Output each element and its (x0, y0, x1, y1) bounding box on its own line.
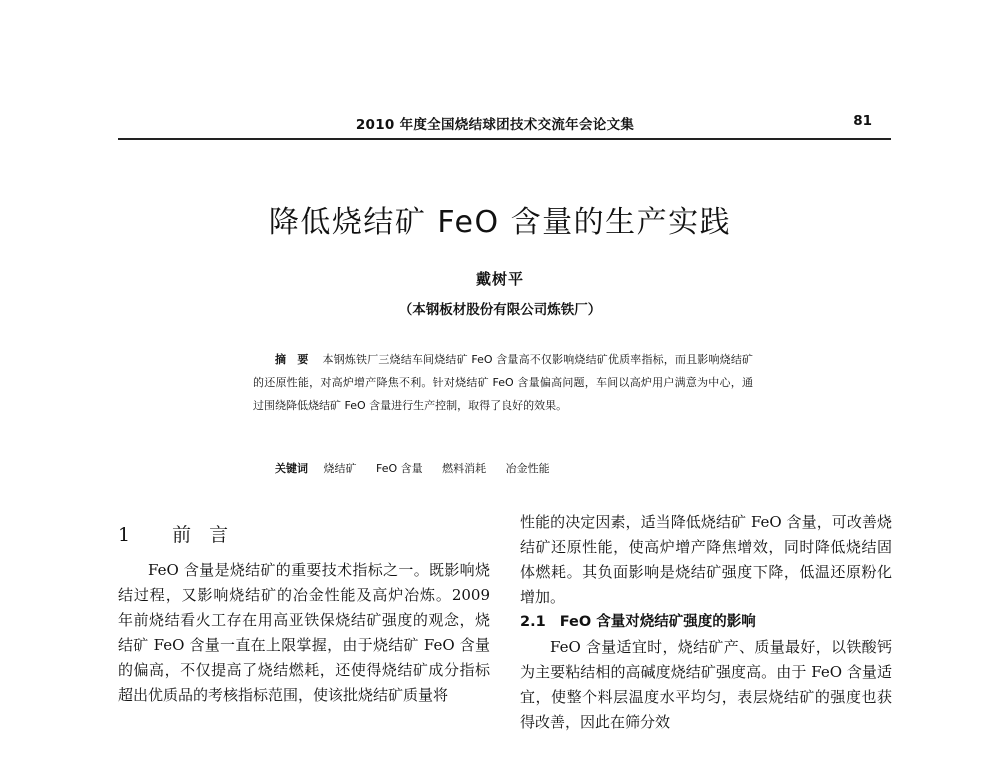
journal-title: 2010 年度全国烧结球团技术交流年会论文集 (355, 117, 635, 133)
subsection-paragraph: FeO 含量适宜时，烧结矿产、质量最好，以铁酸钙为主要粘结相的高碱度烧结矿强度高。由于 FeO 含量适宜，使整个料层温度水平均匀，表层烧结矿的强度也获得改善，因此在筛分效 (520, 638, 892, 731)
intro-paragraph: FeO 含量是烧结矿的重要技术指标之一。既影响烧结过程，又影响烧结矿的冶金性能及高炉冶炼。2009 年前烧结看火工存在用高亚铁保烧结矿强度的观念，烧结矿 FeO 含量一直在上限掌握，由于烧结矿 FeO 含量的偏高，不仅提高了烧结燃耗，还使得烧结矿成分指标超出优质品的考核指标范围，使该批烧结矿质量将 (118, 561, 490, 704)
abstract (253, 348, 753, 417)
right-column (520, 510, 892, 735)
abstract-label: 摘 要 (275, 353, 309, 366)
keyword: FeO 含量 (376, 462, 423, 475)
continued-paragraph: 性能的决定因素，适当降低烧结矿 FeO 含量，可改善烧结矿还原性能，使高炉增产降焦增效，同时降低烧结固体燃耗。其负面影响是烧结矿强度下降，低温还原粉化增加。 (520, 513, 892, 606)
subsection-heading (520, 610, 892, 635)
page-number: 81 (853, 113, 872, 129)
keywords-label: 关键词 (275, 462, 308, 475)
subsection-title: FeO 含量对烧结矿强度的影响 (559, 614, 756, 630)
running-header (118, 113, 872, 135)
author-name: 戴树平 (475, 270, 524, 288)
section-title: 前言 (172, 524, 247, 546)
abstract-text: 本钢炼铁厂三烧结车间烧结矿 FeO 含量高不仅影响烧结矿优质率指标，而且影响烧结矿的还原性能，对高炉增产降焦不利。针对烧结矿 FeO 含量偏高问题，车间以高炉用户满意为中心，通过围绕降低烧结矿 FeO 含量进行生产控制，取得了良好的效果。 (253, 353, 753, 412)
keyword: 冶金性能 (505, 462, 550, 475)
article-title: 降低烧结矿 FeO 含量的生产实践 (268, 205, 732, 240)
author-affiliation: （本钢板材股份有限公司炼铁厂） (398, 302, 602, 318)
keyword: 烧结矿 (323, 462, 357, 475)
left-column (118, 510, 490, 708)
section-heading (118, 523, 490, 549)
section-number: 1 (118, 524, 149, 546)
keywords (253, 460, 753, 476)
keyword: 燃料消耗 (442, 462, 487, 475)
subsection-number: 2.1 (520, 614, 546, 630)
header-rule (118, 138, 891, 140)
